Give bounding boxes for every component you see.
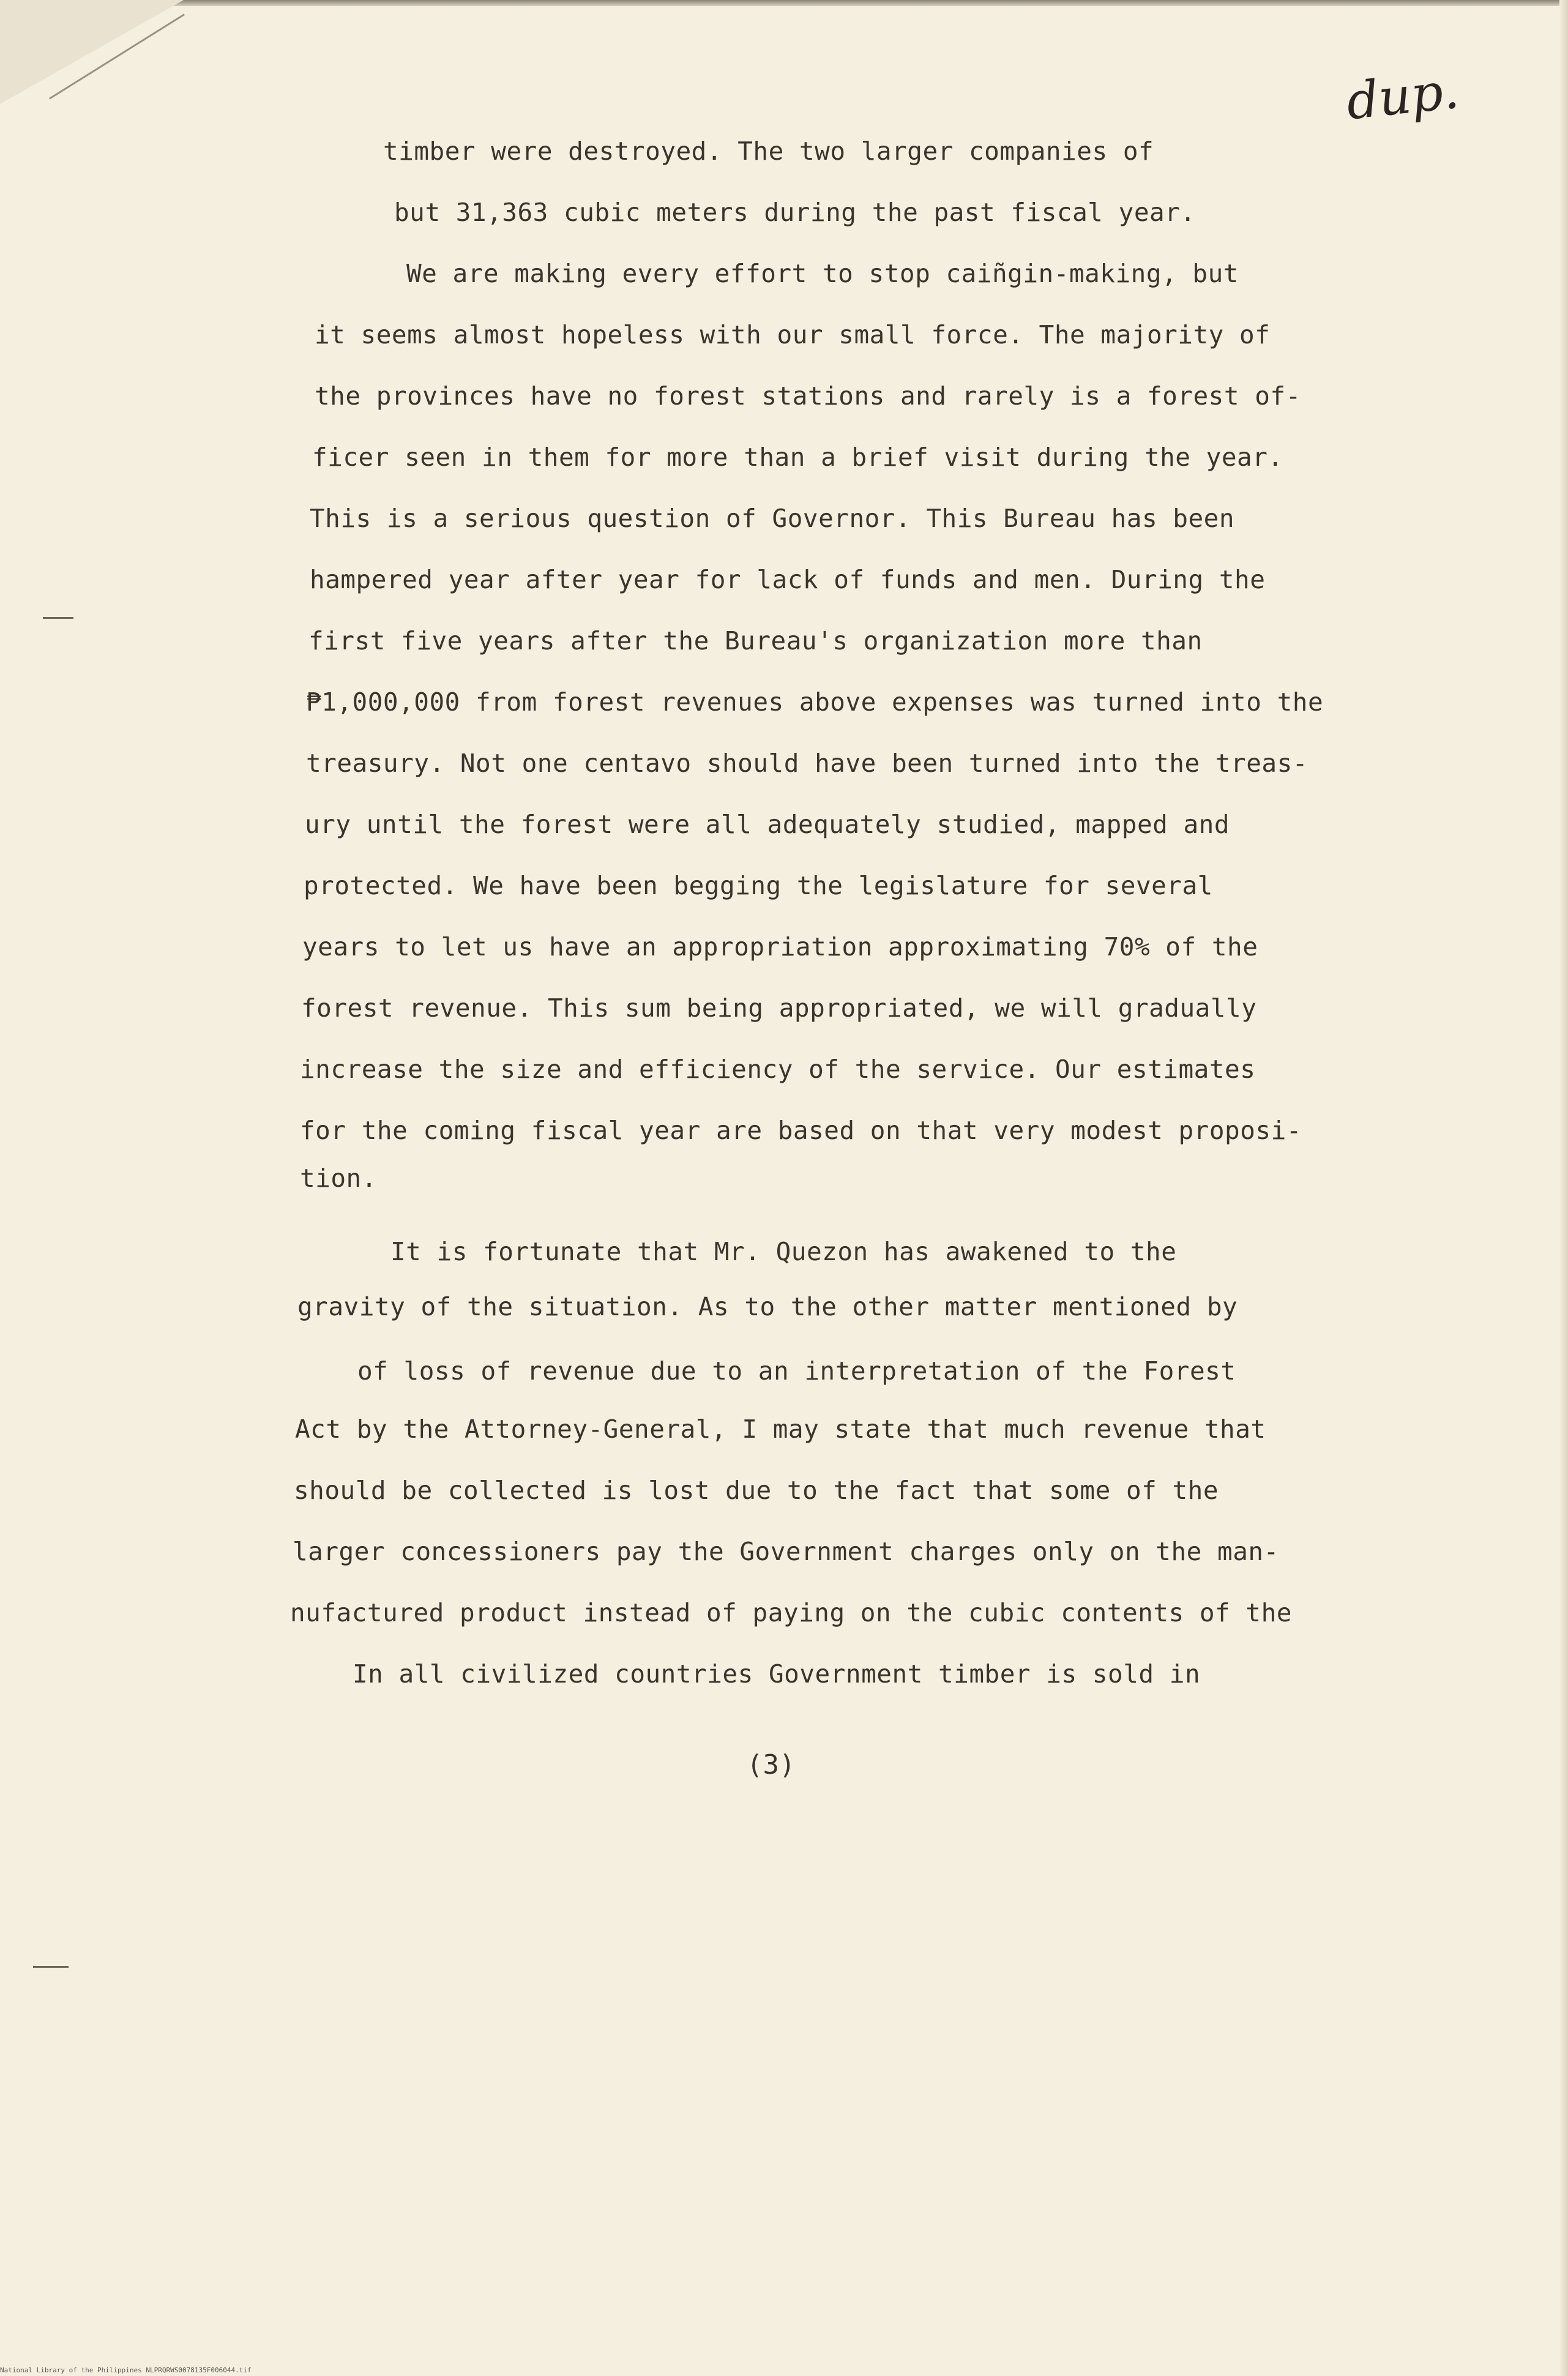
text-line: nufactured product instead of paying on the cubic contents of the [290, 1598, 1292, 1627]
page-number: (3) [747, 1749, 796, 1780]
text-line: Act by the Attorney-General, I may state that much revenue that [295, 1414, 1266, 1444]
text-line: This is a serious question of Governor. This Bureau has been [310, 504, 1235, 533]
text-line: It is fortunate that Mr. Quezon has awakened to the [390, 1237, 1177, 1266]
text-line: for the coming fiscal year are based on that very modest proposi- [300, 1116, 1302, 1145]
text-line: years to let us have an appropriation approximating 70% of the [302, 932, 1258, 962]
text-line: timber were destroyed. The two larger companies of [383, 136, 1154, 166]
text-line: should be collected is lost due to the fact that some of the [294, 1476, 1219, 1505]
text-line: ficer seen in them for more than a brief visit during the year. [312, 443, 1283, 472]
text-line: tion. [300, 1164, 377, 1193]
archive-footer: National Library of the Philippines NLPRQRWS0078135F006044.tif [0, 2366, 252, 2374]
text-line: of loss of revenue due to an interpretation of the Forest [357, 1356, 1236, 1386]
text-line: We are making every effort to stop caiñgin-making, but [406, 259, 1239, 288]
text-line: hampered year after year for lack of funds and men. During the [310, 565, 1266, 594]
text-line: ury until the forest were all adequately studied, mapped and [305, 810, 1230, 839]
text-line: but 31,363 cubic meters during the past fiscal year. [394, 198, 1196, 227]
paper-corner-fold [0, 0, 184, 104]
paper-right-edge [1559, 0, 1568, 2376]
margin-mark [33, 1966, 69, 1968]
handwritten-annotation: dup. [1343, 61, 1462, 132]
text-line: larger concessioners pay the Government charges only on the man- [293, 1537, 1279, 1566]
text-line: In all civilized countries Government timber is sold in [353, 1659, 1201, 1689]
text-line: the provinces have no forest stations and rarely is a forest of- [315, 381, 1301, 411]
text-line: forest revenue. This sum being appropriated, we will gradually [301, 993, 1257, 1023]
text-line: increase the size and efficiency of the service. Our estimates [300, 1055, 1256, 1084]
text-line: gravity of the situation. As to the other matter mentioned by [297, 1292, 1238, 1321]
text-line: treasury. Not one centavo should have been turned into the treas- [306, 749, 1308, 778]
paper-top-edge [0, 0, 1568, 6]
margin-mark [43, 617, 73, 619]
text-line: protected. We have been begging the legislature for several [304, 871, 1213, 900]
text-line: ₱1,000,000 from forest revenues above expenses was turned into the [306, 687, 1324, 717]
text-line: first five years after the Bureau's organization more than [308, 626, 1203, 656]
text-line: it seems almost hopeless with our small force. The majority of [315, 320, 1271, 349]
